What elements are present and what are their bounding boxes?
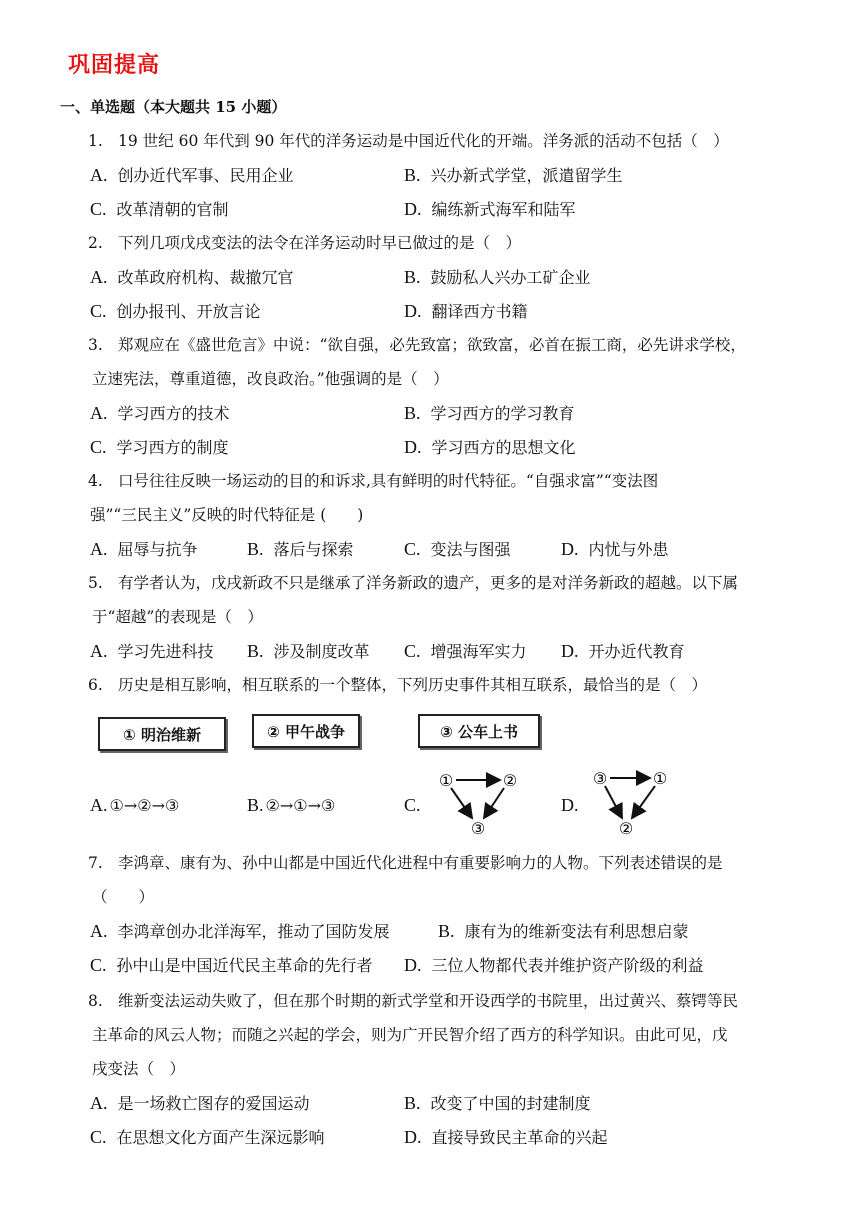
question-text: 历史是相互影响，相互联系的一个整体，下列历史事件其相互联系，最恰当的是（ ） bbox=[118, 676, 708, 694]
diagram-c-node-3: ③ bbox=[470, 819, 486, 838]
question-4-line-2: 强”“三民主义”反映的时代特征是 ( ) bbox=[90, 506, 364, 524]
question-text: 下列几项戊戌变法的法令在洋务运动时早已做过的是（ ） bbox=[118, 234, 522, 252]
option-1b[interactable]: B. 兴办新式学堂，派遣留学生 bbox=[404, 165, 623, 185]
section-heading: 一、单选题（本大题共 15 小题） bbox=[60, 98, 287, 116]
option-2a[interactable]: A. 改革政府机构、裁撤冗官 bbox=[90, 267, 294, 287]
option-7c[interactable]: C. 孙中山是中国近代民主革命的先行者 bbox=[90, 955, 373, 975]
option-4a[interactable]: A. 屈辱与抗争 bbox=[90, 539, 198, 559]
question-7 bbox=[88, 846, 723, 880]
option-8b[interactable]: B. 改变了中国的封建制度 bbox=[404, 1093, 591, 1113]
question-number: 4. bbox=[88, 472, 103, 490]
option-8c[interactable]: C. 在思想文化方面产生深远影响 bbox=[90, 1127, 325, 1147]
option-1a[interactable]: A. 创办近代军事、民用企业 bbox=[90, 165, 294, 185]
option-4b[interactable]: B. 落后与探索 bbox=[247, 539, 354, 559]
question-8-line-2: 主革命的风云人物；而随之兴起的学会，则为广开民智介绍了西方的科学知识。由此可见，戊 bbox=[92, 1026, 728, 1044]
question-6 bbox=[88, 668, 707, 702]
diagram-d-node-1: ③ bbox=[592, 769, 608, 788]
question-number: 8. bbox=[88, 992, 103, 1010]
option-3d[interactable]: D. 学习西方的思想文化 bbox=[404, 437, 576, 457]
option-8d[interactable]: D. 直接导致民主革命的兴起 bbox=[404, 1127, 608, 1147]
question-3 bbox=[88, 328, 746, 362]
question-5 bbox=[88, 566, 738, 600]
option-7d[interactable]: D. 三位人物都代表并维护资产阶级的利益 bbox=[404, 955, 704, 975]
diagram-c-node-2: ② bbox=[502, 771, 518, 790]
option-6c[interactable]: C. bbox=[404, 795, 421, 815]
option-3a[interactable]: A. 学习西方的技术 bbox=[90, 403, 230, 423]
option-5a[interactable]: A. 学习先进科技 bbox=[90, 641, 214, 661]
question-number: 7. bbox=[88, 854, 103, 872]
question-text: 19 世纪 60 年代到 90 年代的洋务运动是中国近代化的开端。洋务派的活动不包括（ ） bbox=[118, 132, 729, 150]
question-text: 李鸿章、康有为、孙中山都是中国近代化进程中有重要影响力的人物。下列表述错误的是 bbox=[118, 854, 723, 872]
question-7-line-2: （ ） bbox=[92, 888, 155, 906]
question-3-line-2: 立速宪法，尊重道德，改良政治。”他强调的是（ ） bbox=[92, 370, 449, 388]
option-4c[interactable]: C. 变法与图强 bbox=[404, 539, 511, 559]
option-5c[interactable]: C. 增强海军实力 bbox=[404, 641, 527, 661]
question-number: 2. bbox=[88, 234, 103, 252]
option-1c[interactable]: C. 改革清朝的官制 bbox=[90, 199, 229, 219]
diagram-c-node-1: ① bbox=[438, 771, 454, 790]
event-box-gongche-shangshu: ③ 公车上书 bbox=[418, 714, 540, 748]
option-2c[interactable]: C. 创办报刊、开放言论 bbox=[90, 301, 261, 321]
option-5b[interactable]: B. 涉及制度改革 bbox=[247, 641, 370, 661]
question-2 bbox=[88, 226, 521, 260]
question-number: 5. bbox=[88, 574, 103, 592]
event-box-sino-japanese-war: ② 甲午战争 bbox=[252, 714, 360, 748]
option-6d[interactable]: D. bbox=[561, 795, 579, 815]
question-text: 有学者认为，戊戌新政不只是继承了洋务新政的遗产，更多的是对洋务新政的超越。以下属 bbox=[118, 574, 739, 592]
diagram-c bbox=[432, 768, 524, 840]
question-1 bbox=[88, 124, 729, 158]
question-5-line-2: 于“超越”的表现是（ ） bbox=[92, 608, 263, 626]
option-2b[interactable]: B. 鼓励私人兴办工矿企业 bbox=[404, 267, 591, 287]
option-2d[interactable]: D. 翻译西方书籍 bbox=[404, 301, 528, 321]
question-8 bbox=[88, 984, 738, 1018]
question-8-line-3: 戌变法（ ） bbox=[92, 1060, 186, 1078]
option-4d[interactable]: D. 内忧与外患 bbox=[561, 539, 669, 559]
diagram-d-node-3: ② bbox=[618, 819, 634, 838]
event-box-meiji-restoration: ① 明治维新 bbox=[98, 717, 226, 751]
option-7a[interactable]: A. 李鸿章创办北洋海军，推动了国防发展 bbox=[90, 921, 390, 941]
diagram-d-node-2: ① bbox=[652, 769, 668, 788]
question-4 bbox=[88, 464, 658, 498]
question-number: 1. bbox=[88, 132, 103, 150]
option-3c[interactable]: C. 学习西方的制度 bbox=[90, 437, 229, 457]
question-number: 3. bbox=[88, 336, 103, 354]
option-6b[interactable]: B. ②→①→③ bbox=[247, 795, 336, 815]
page-title: 巩固提高 bbox=[68, 53, 161, 78]
question-text: 维新变法运动失败了，但在那个时期的新式学堂和开设西学的书院里，出过黄兴、蔡锷等民 bbox=[118, 992, 739, 1010]
option-3b[interactable]: B. 学习西方的学习教育 bbox=[404, 403, 575, 423]
option-1d[interactable]: D. 编练新式海军和陆军 bbox=[404, 199, 576, 219]
option-5d[interactable]: D. 开办近代教育 bbox=[561, 641, 685, 661]
question-text: 口号往往反映一场运动的目的和诉求,具有鲜明的时代特征。“自强求富”“变法图 bbox=[118, 472, 659, 490]
option-6a[interactable]: A. ①→②→③ bbox=[90, 795, 180, 815]
diagram-d bbox=[588, 766, 680, 838]
option-8a[interactable]: A. 是一场救亡图存的爱国运动 bbox=[90, 1093, 310, 1113]
question-number: 6. bbox=[88, 676, 103, 694]
question-text: 郑观应在《盛世危言》中说：“欲自强，必先致富；欲致富，必首在振工商，必先讲求学校， bbox=[118, 336, 746, 354]
option-7b[interactable]: B. 康有为的维新变法有利思想启蒙 bbox=[438, 921, 689, 941]
